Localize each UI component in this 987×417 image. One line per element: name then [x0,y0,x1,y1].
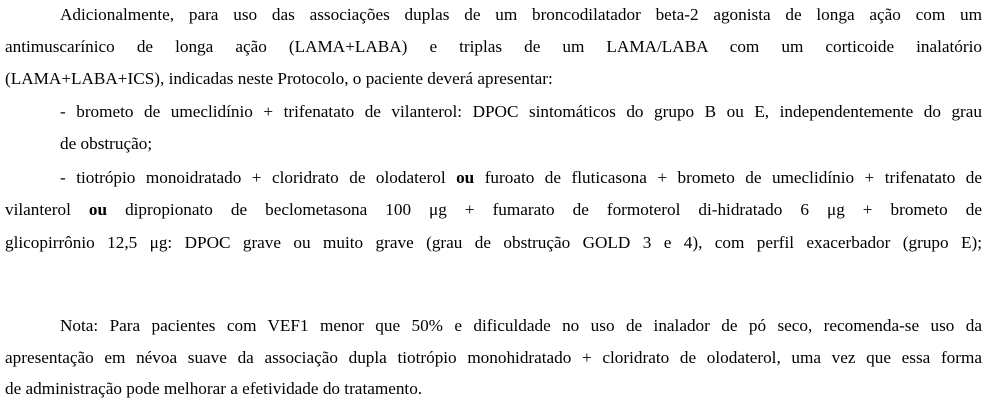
note-line-2: apresentação em névoa suave da associação dupla tiotrópio monohidratado + cloridrato de olodaterol, uma vez que essa forma [5,348,982,367]
item-2-line-2-text-a: vilanterol [5,200,71,219]
item-2-line-3: glicopirrônio 12,5 μg: DPOC grave ou muito grave (grau de obstrução GOLD 3 e 4), com perfil exacerbador (grupo E); [5,233,982,252]
note-line-3: de administração pode melhorar a efetividade do tratamento. [5,379,423,398]
paragraph-1-line-1: Adicionalmente, para uso das associações duplas de um broncodilatador beta-2 agonista de longa ação com um [60,5,982,24]
item-2-line-2-text-b: dipropionato de beclometasona 100 μg + fumarato de formoterol di-hidratado 6 μg + brometo de [125,200,983,219]
or-conjunction: ou [88,200,108,219]
item-2-line-2 [5,200,982,220]
item-2-line-1-text-a: - tiotrópio monoidratado + cloridrato de olodaterol [60,168,446,187]
item-2-line-1 [60,168,982,188]
note-line-1: Nota: Para pacientes com VEF1 menor que 50% e dificuldade no uso de inalador de pó seco, recomenda-se uso da [60,316,982,335]
or-conjunction: ou [456,168,475,187]
item-1-line-1: - brometo de umeclidínio + trifenatato de vilanterol: DPOC sintomáticos do grupo B ou E, independentemente do grau [60,102,982,121]
paragraph-1-line-3: (LAMA+LABA+ICS), indicadas neste Protocolo, o paciente deverá apresentar: [5,69,553,88]
paragraph-1-line-2: antimuscarínico de longa ação (LAMA+LABA) e triplas de um LAMA/LABA com um corticoide inalatório [5,37,982,56]
item-2-line-1-text-b: furoato de fluticasona + brometo de umeclidínio + trifenatato de [484,168,983,187]
item-1-line-2: de obstrução; [60,134,153,153]
